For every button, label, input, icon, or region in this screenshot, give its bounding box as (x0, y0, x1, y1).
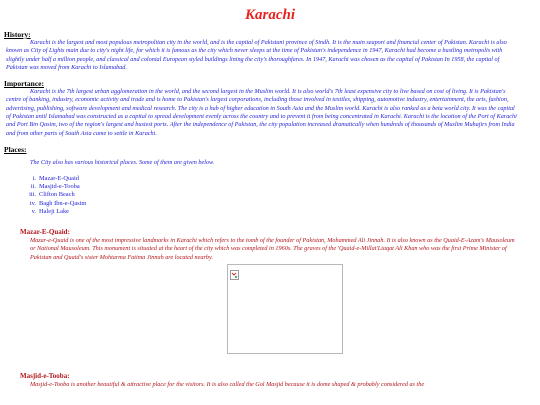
importance-paragraph: Karachi is the 7th largest urban agglomeration in the world, and the second largest in the Muslim world. It is also world's 7th least expensive city to live based on cost of living. It is Pakistan's centre of banking, industry, economic activity and trade and is home to Pakistan's largest corporations, including those involved in textiles, shipping, automotive industry, entertainment, the arts, fashion, advertising, publishing, software development and medical research. The city is a hub of higher education in South Asia and the Muslim world. Karachi is also ranked as a beta world city. It was the capital of Pakistan until Islamabad was constructed as a capital to spread development evenly across the country and to prevent it from being concentrated in Karachi. Karachi is the location of the Port of Karachi and Port Bin Qasim, two of the region's largest and busiest ports. After the independence of Pakistan, the city population increased dramatically when hundreds of thousands of Muslim Muhajirs from India and from other parts of South Asia came to settle in Karachi. (6, 88, 517, 137)
list-item-number: v. (31, 207, 36, 215)
places-heading: Places: (4, 144, 27, 154)
page-title: Karachi (244, 7, 295, 23)
list-item-label: Mazar-E-Quaid (39, 174, 79, 182)
list-item-label: Bagh Ibn-e-Qasim (39, 199, 87, 207)
broken-image-icon (230, 267, 239, 277)
mazar-paragraph: Mazar-e-Quaid is one of the most impressive landmarks in Karachi which refers to the tomb of the founder of Pakistan, Mohammed Ali Jinnah. It is also known as the Quaid-E-Azam's Mausoleum or National Mausoleum. This monument is situated at the heart of the city which was completed in 1960s. The graves of the 'Quaid-e-Millat'Liaqat Ali Khan who was the first Prime Minister of Pakistan and Quaid's sister Mohtarma Fatima Jinnah are located nearby. (30, 236, 515, 261)
list-item-number: ii. (30, 183, 36, 191)
masjid-paragraph: Masjid-e-Tooba is another beautiful & attractive place for the visitors. It is also called the Gol Masjid because it is dome shaped & probably considered as the (30, 380, 425, 388)
list-item (0, 191, 540, 199)
list-item-number: i. (32, 174, 36, 182)
places-list (0, 175, 540, 216)
list-item (0, 175, 540, 183)
masjid-heading: Masjid-e-Tooba: (20, 371, 70, 380)
list-item-label: Clifton Beach (39, 191, 75, 199)
importance-heading: Importance: (4, 79, 44, 89)
mazar-heading: Mazar-E-Quaid: (20, 227, 70, 236)
list-item-label: Masjid-e-Tooba (39, 183, 80, 191)
mazar-image (227, 264, 343, 354)
list-item-number: iii. (29, 191, 36, 199)
history-paragraph: Karachi is the largest and most populous metropolitan city in the world, and is the capital of Pakistani province of Sindh. It is the main seaport and financial center of Pakistan. Karachi is also known as City of Lights main due to city's night life, for which it is famous as the city which never sleeps at the time of Pakistan's independence in 1947, Karachi had become a bustling metropolis with slightly under half a million people, and classical and colonial European styled buildings lining the city's thoroughfares. In 1947, Karachi was chosen as the capital of Pakistan In 1958, the capital of Pakistan was moved from Karachi to Islamabad. (6, 39, 507, 71)
list-item-number: iv. (29, 199, 36, 207)
history-heading: History: (4, 30, 31, 39)
list-item (0, 183, 540, 191)
list-item (0, 200, 540, 208)
places-intro: The City also has various historical places. Some of them are given below. (30, 158, 215, 166)
list-item (0, 208, 540, 216)
list-item-label: Haleji Lake (39, 207, 69, 215)
